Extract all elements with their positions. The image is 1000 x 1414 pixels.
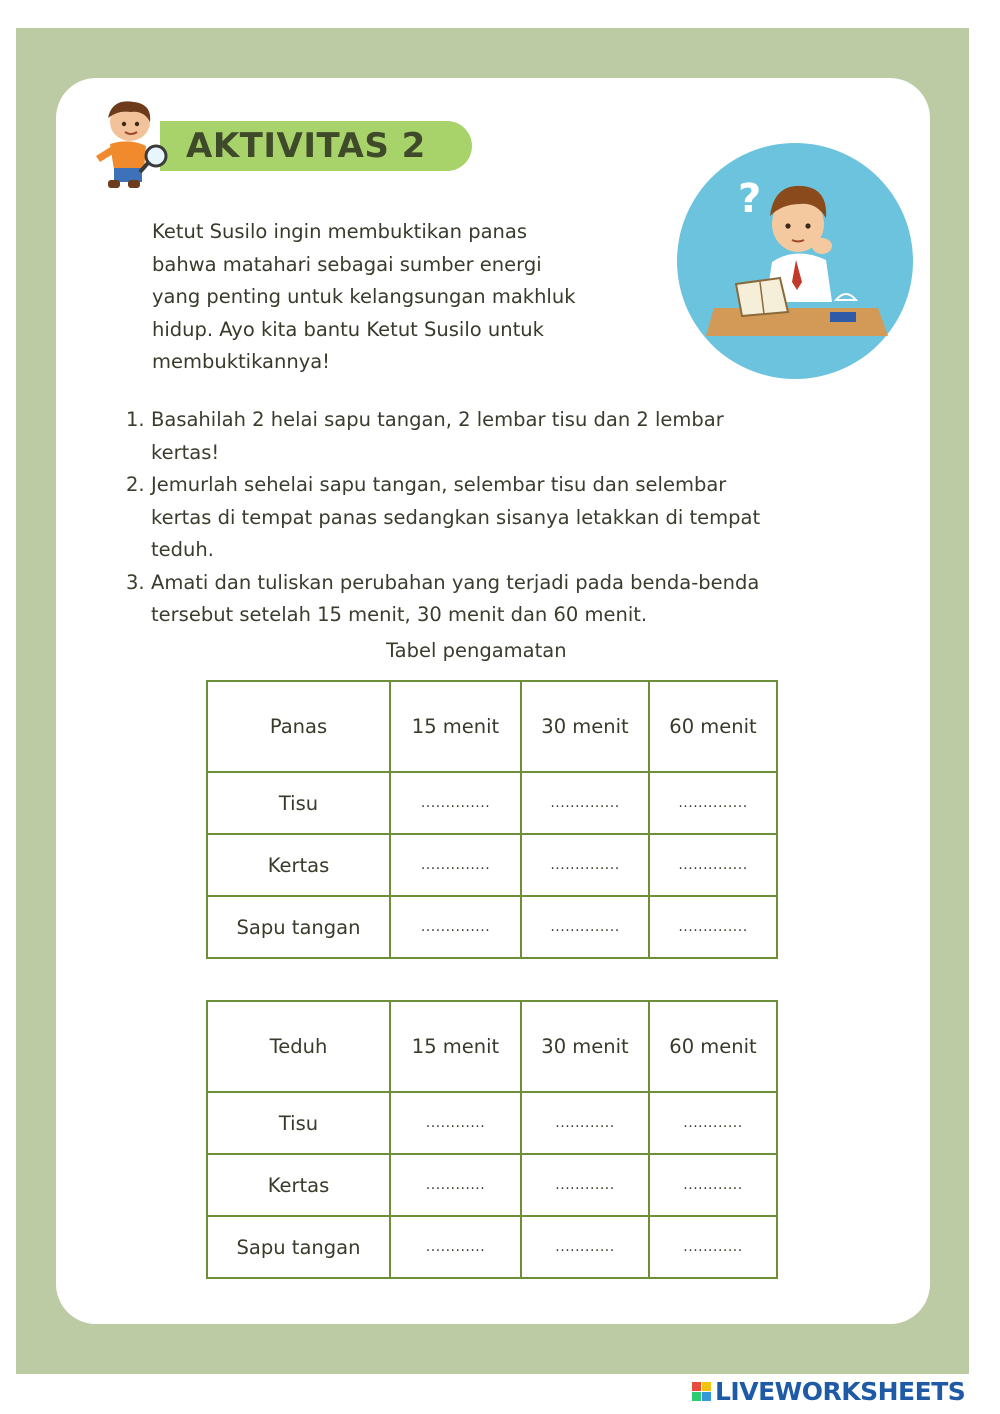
column-header: 15 menit xyxy=(390,681,521,772)
instruction-steps xyxy=(126,404,886,632)
table-header-row xyxy=(207,681,777,772)
step-number: 1. xyxy=(126,408,145,431)
answer-blank[interactable]: ............ xyxy=(649,1154,777,1216)
answer-blank[interactable]: .............. xyxy=(649,834,777,896)
step-line: tersebut setelah 15 menit, 30 menit dan 60 menit. xyxy=(151,603,648,626)
step-line: Basahilah 2 helai sapu tangan, 2 lembar tisu dan 2 lembar xyxy=(151,408,724,431)
column-header: 60 menit xyxy=(649,681,777,772)
row-label: Kertas xyxy=(207,1154,390,1216)
answer-blank[interactable]: ............ xyxy=(521,1092,649,1154)
answer-blank[interactable]: .............. xyxy=(649,896,777,958)
answer-blank[interactable]: ............ xyxy=(649,1216,777,1278)
table-row xyxy=(207,1092,777,1154)
row-label: Kertas xyxy=(207,834,390,896)
answer-blank[interactable]: ............ xyxy=(390,1216,521,1278)
step-number: 3. xyxy=(126,570,145,594)
thinking-student-illustration xyxy=(676,142,914,380)
column-header: Teduh xyxy=(207,1001,390,1092)
intro-line: bahwa matahari sebagai sumber energi xyxy=(152,252,542,276)
intro-line: membuktikannya! xyxy=(152,350,331,373)
table-row xyxy=(207,896,777,958)
answer-blank[interactable]: .............. xyxy=(521,772,649,834)
step-item xyxy=(126,567,886,632)
table-row xyxy=(207,1154,777,1216)
row-label: Tisu xyxy=(207,1092,390,1154)
answer-blank[interactable]: .............. xyxy=(649,772,777,834)
step-item xyxy=(126,469,886,567)
table-row xyxy=(207,834,777,896)
column-header: Panas xyxy=(207,681,390,772)
table-header-row xyxy=(207,1001,777,1092)
liveworksheets-logo-icon xyxy=(692,1382,711,1401)
answer-blank[interactable]: .............. xyxy=(390,772,521,834)
table-row xyxy=(207,1216,777,1278)
answer-blank[interactable]: ............ xyxy=(649,1092,777,1154)
observation-table-teduh xyxy=(206,1000,778,1279)
intro-line: Ketut Susilo ingin membuktikan panas xyxy=(152,220,527,243)
answer-blank[interactable]: .............. xyxy=(521,896,649,958)
step-number: 2. xyxy=(126,473,145,496)
column-header: 15 menit xyxy=(390,1001,521,1092)
row-label: Tisu xyxy=(207,772,390,834)
step-line: kertas! xyxy=(151,440,220,464)
answer-blank[interactable]: ............ xyxy=(521,1216,649,1278)
column-header: 30 menit xyxy=(521,681,649,772)
kid-magnifier-icon xyxy=(84,96,174,196)
answer-blank[interactable]: ............ xyxy=(521,1154,649,1216)
liveworksheets-brand xyxy=(692,1376,965,1406)
table-row xyxy=(207,772,777,834)
column-header: 30 menit xyxy=(521,1001,649,1092)
step-line: teduh. xyxy=(151,538,214,561)
table-caption: Tabel pengamatan xyxy=(386,639,567,662)
row-label: Sapu tangan xyxy=(207,896,390,958)
step-line: Amati dan tuliskan perubahan yang terjadi pada benda-benda xyxy=(151,570,760,594)
row-label: Sapu tangan xyxy=(207,1216,390,1278)
answer-blank[interactable]: ............ xyxy=(390,1154,521,1216)
answer-blank[interactable]: ............ xyxy=(390,1092,521,1154)
column-header: 60 menit xyxy=(649,1001,777,1092)
answer-blank[interactable]: .............. xyxy=(521,834,649,896)
observation-table-panas xyxy=(206,680,778,959)
brand-name: LIVEWORKSHEETS xyxy=(715,1376,966,1406)
intro-paragraph xyxy=(152,216,672,379)
step-line: Jemurlah sehelai sapu tangan, selembar tisu dan selembar xyxy=(151,473,727,496)
intro-line: hidup. Ayo kita bantu Ketut Susilo untuk xyxy=(152,317,544,341)
answer-blank[interactable]: .............. xyxy=(390,896,521,958)
svg-text:?: ? xyxy=(738,176,762,222)
page-title: AKTIVITAS 2 xyxy=(186,126,426,166)
step-item xyxy=(126,404,886,469)
intro-line: yang penting untuk kelangsungan makhluk xyxy=(152,285,576,308)
step-line: kertas di tempat panas sedangkan sisanya letakkan di tempat xyxy=(151,505,761,529)
answer-blank[interactable]: .............. xyxy=(390,834,521,896)
